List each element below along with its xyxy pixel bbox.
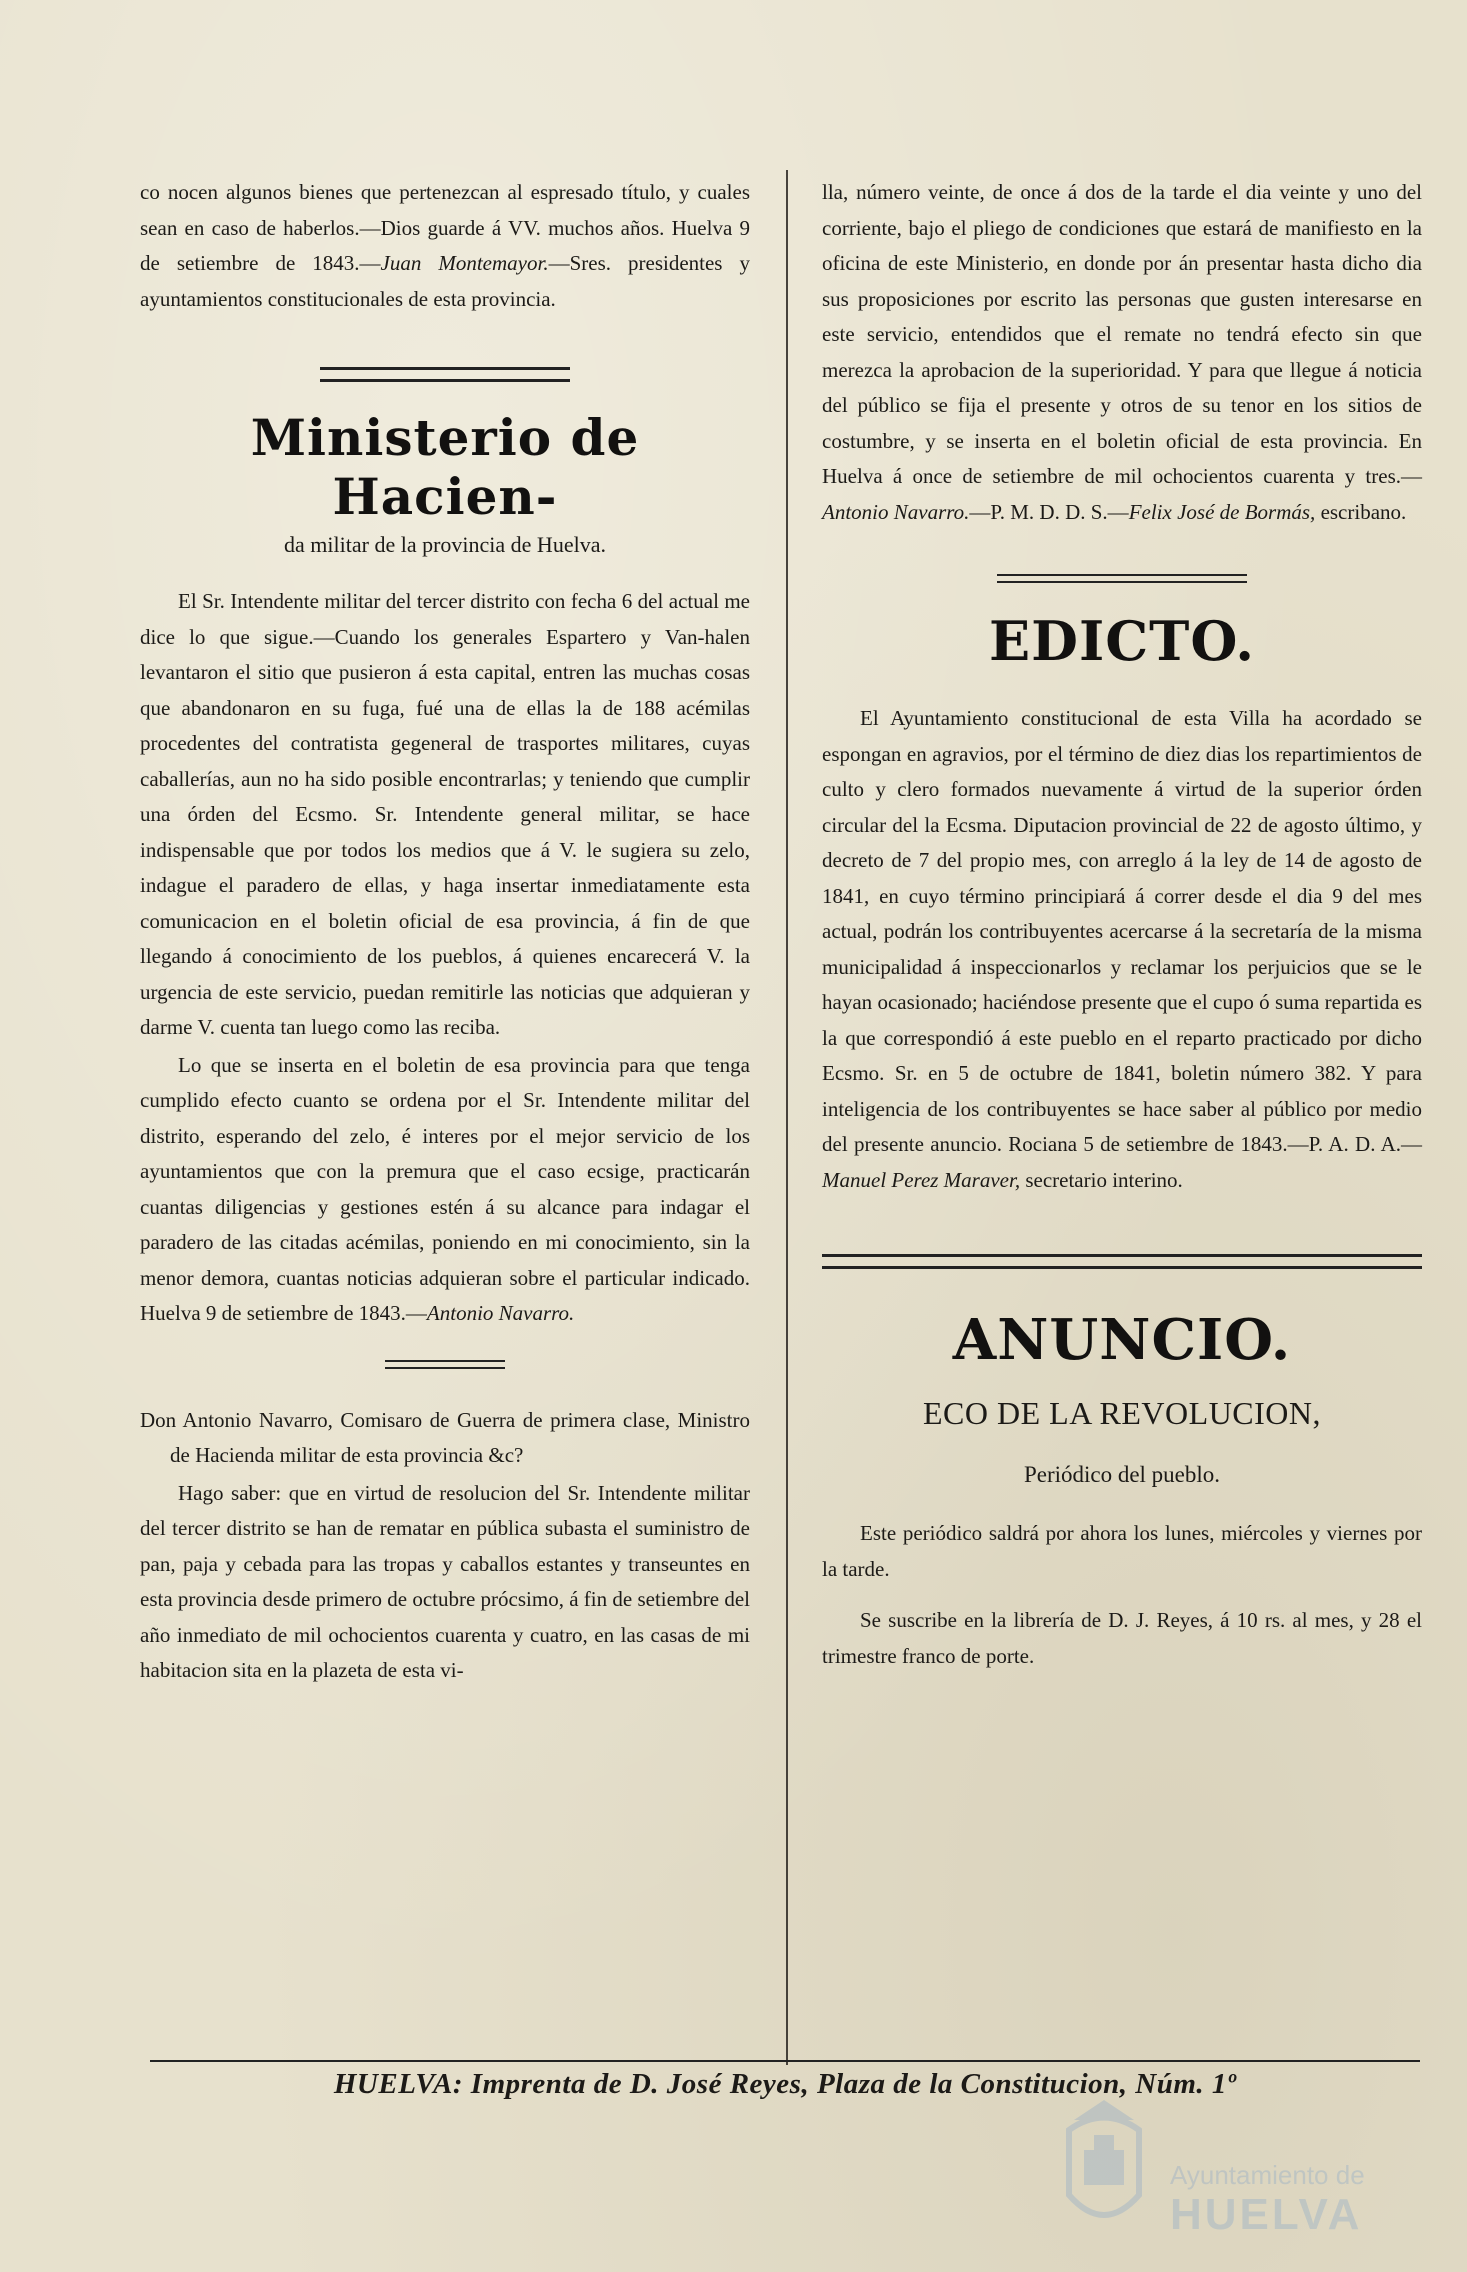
continuation-signature-2: Felix José de Bormás, — [1128, 499, 1316, 524]
section-divider — [822, 1254, 1422, 1269]
subasta-paragraph-1: Don Antonio Navarro, Comisaro de Guerra de primera clase, Ministro de Hacienda militar de esta provincia &c? — [140, 1407, 750, 1467]
continuation-signature-1: Antonio Navarro. — [822, 499, 970, 524]
ministerio-subheading: da militar de la provincia de Huelva. — [284, 532, 606, 557]
left-column — [140, 175, 750, 1691]
anuncio-subtitle: Periódico del pueblo. — [1023, 1462, 1221, 1487]
ministerio-paragraph-1: El Sr. Intendente militar del tercer distrito con fecha 6 del actual me dice lo que sigue.—Cuando los generales Espartero y Van-halen levantaron el sitio que pusieron á esta capital, entren las muchas cosas que abandonaron en su fuga, fué una de ellas la de 188 acémilas procedentes del contratista gegeneral de trasportes militares, cuyas caballerías, aun no ha sido posible encontrarlas; y teniendo que cumplir una órden del Ecsmo. Sr. Intendente general militar, se hace indispensable que por todos los medios que á V. le sugiera su zelo, indague el paradero de ellas, y haga insertar inmediatamente esta comunicacion en el boletin oficial de esa provincia, á fin de que llegando á conocimiento de los pueblos, á quienes encarecerá V. la urgencia de este servicio, puedan remitirle las noticias que adquieran y darme V. cuenta tan luego como las reciba. — [140, 589, 750, 1039]
section-divider — [997, 574, 1247, 583]
anuncio-title: ECO DE LA REVOLUCION, — [922, 1395, 1322, 1431]
imprint-footer: HUELVA: Imprenta de D. José Reyes, Plaza de la Constitucion, Núm. 1º — [150, 2060, 1420, 2101]
subasta-continuation: lla, número veinte, de once á dos de la tarde el dia veinte y uno del corriente, bajo el pliego de condiciones que estará de manifiesto en la oficina de este Ministerio, en donde por án presentar hasta dicho dia sus proposiciones por escrito las personas que gusten interesarse en este servicio, entendidos que el remate no tendrá efecto sin que merezca la aprobacion de la superioridad. Y para que llegue á noticia del público se fija el presente y otros de su tenor en los sitios de costumbre, y se inserta en el boletin oficial de esta provincia. En Huelva á once de setiembre de mil ochocientos cuarenta y tres.—Antonio Navarro.—P. M. D. D. S.—Felix José de Bormás, escribano. — [822, 180, 1422, 524]
watermark-line-1: Ayuntamiento de — [1170, 2160, 1365, 2190]
paragraph-2-signature: Antonio Navarro. — [426, 1301, 575, 1325]
anuncio-heading: ANUNCIO. — [952, 1307, 1292, 1373]
edicto-paragraph: El Ayuntamiento constitucional de esta Villa ha acordado se espongan en agravios, por el término de diez dias los repartimientos de culto y clero formados nuevamente á virtud de la superior órden circular del la Ecsma. Diputacion provincial de 22 de agosto último, y decreto de 7 del propio mes, con arreglo á la ley de 14 de agosto de 1841, en cuyo término principiará á correr desde el dia 9 del mes actual, podrán los contribuyentes acercarse á la secretaría de la misma municipalidad á inspeccionarlos y reclamar los perjuicios que se le hayan ocasionado; haciéndose presente que el cupo ó suma repartida es la que correspondió á este pueblo en el reparto practicado por dicho Ecsmo. Sr. en 5 de octubre de 1841, boletin número 382. Y para inteligencia de los contribuyentes se hace saber al público por medio del presente anuncio. Rociana 5 de setiembre de 1843.—P. A. D. A.—Manuel Perez Maraver, secretario interino. — [822, 706, 1422, 1192]
archive-watermark — [1050, 2100, 1410, 2250]
subasta-paragraph-2: Hago saber: que en virtud de resolucion del Sr. Intendente militar del tercer distrito se han de rematar en pública subasta el suministro de pan, paja y cebada para las tropas y caballos estantes y transeuntes en esta provincia desde primero de octubre prócsimo, á fin de setiembre del año inmediato de mil ochocientos cuarenta y cuatro, en las casas de mi habitacion sita en la plazeta de esta vi- — [140, 1480, 750, 1682]
watermark-line-2: HUELVA — [1170, 2190, 1363, 2239]
intro-signature: Juan Montemayor. — [380, 251, 549, 275]
edicto-heading: EDICTO. — [988, 609, 1256, 673]
section-divider — [320, 367, 570, 382]
intro-paragraph: co nocen algunos bienes que pertenezcan al espresado título, y cuales sean en caso de haberlos.—Dios guarde á VV. muchos años. Huelva 9 de setiembre de 1843.—Juan Montemayor.—Sres. presidentes y ayuntamientos constitucionales de esta provincia. — [140, 180, 750, 311]
ministerio-paragraph-2: Lo que se inserta en el boletin de esa provincia para que tenga cumplido efecto cuanto se ordena por el Sr. Intendente militar del distrito, esperando del zelo, é interes por el mejor servicio de los ayuntamientos que con la premura que el caso ecsige, practicarán cuantas diligencias y gestiones estén á su alcance para indagar el paradero de las citadas acémilas, poniendo en mi conocimiento, sin la menor demora, cuantas noticias adquieran sobre el particular indicado. Huelva 9 de setiembre de 1843.—Antonio Navarro. — [140, 1052, 750, 1325]
anuncio-paragraph-2: Se suscribe en la librería de D. J. Reyes, á 10 rs. al mes, y 28 el trimestre franco de porte. — [822, 1608, 1422, 1668]
right-column — [822, 175, 1422, 1676]
section-divider — [385, 1360, 505, 1369]
ministerio-heading: Ministerio de Hacien- — [250, 408, 640, 526]
city-coat-of-arms-icon — [1054, 2100, 1154, 2240]
column-divider — [786, 170, 788, 2065]
anuncio-paragraph-1: Este periódico saldrá por ahora los lunes, miércoles y viernes por la tarde. — [822, 1521, 1422, 1581]
edicto-signature: Manuel Perez Maraver, — [822, 1167, 1021, 1192]
